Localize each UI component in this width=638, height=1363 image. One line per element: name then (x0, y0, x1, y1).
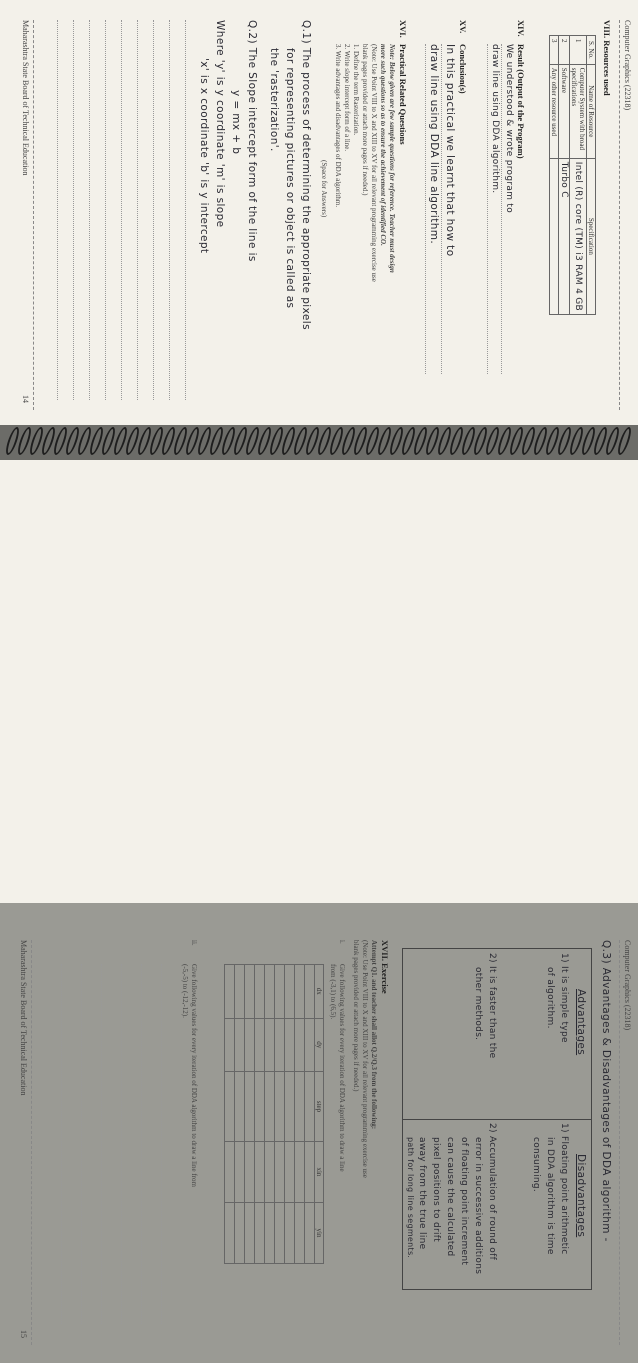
handwritten-line: We understood & wrote program to (504, 44, 514, 214)
table-header-cell: dx (315, 965, 324, 1019)
table-row (295, 965, 305, 1264)
page-header: Computer Graphics (22318) (623, 940, 632, 1031)
page-footer: Maharashtra State Board of Technical Education (21, 20, 30, 176)
list-item: in DDA algorithm is time (545, 1137, 555, 1255)
list-item: consuming. (531, 1137, 541, 1193)
answer-rule (101, 964, 102, 1324)
page-number: 15 (19, 1330, 28, 1338)
table-row (285, 965, 295, 1264)
section-label: XIV. (516, 20, 526, 37)
page-14-content (0, 0, 638, 425)
column-header: Advantages (575, 989, 587, 1056)
answer-rule (105, 20, 106, 400)
table-cell: 2 (559, 36, 570, 65)
table-header-cell: Name of Resource (587, 64, 596, 158)
table-cell: Turbo C (559, 158, 570, 314)
table-header-cell: xin (315, 1141, 324, 1202)
exercise-question: Give following values for every iteration of DDA algorithm to draw a line from (190, 964, 198, 1187)
page-15-content (0, 920, 638, 1363)
page-header: Computer Graphics (22318) (623, 20, 632, 111)
page-footer: Maharashtra State Board of Technical Education (19, 940, 28, 1096)
exercise-label: i. (338, 940, 346, 944)
list-item: away from the true line (417, 1137, 427, 1250)
answer-rule (121, 964, 122, 1324)
page-14 (0, 0, 638, 425)
handwritten-answer: Where 'y' is y coordinate 'm' is slope (214, 20, 226, 228)
exercise-label: ii. (190, 940, 198, 946)
handwritten-line: In this practical we learnt that how to (444, 44, 456, 257)
exercise-instruction: (Note: Use Point VIII to X and XIII to XV for all relevant programming exercise use (361, 940, 369, 1178)
answer-rule (137, 20, 138, 400)
exercise-instruction: Attempt Q1. and teacher shall allot Q.2/Q.3 from the following: (370, 940, 378, 1130)
handwritten-answer: for representing pictures or object is called as (284, 48, 296, 309)
handwritten-answer: the 'rasterization'. (268, 48, 280, 152)
handwritten-heading: Q.3) Advantages & Disadvantages of DDA algorithm - (600, 940, 612, 1242)
table-row (559, 36, 570, 315)
section-title: Practical Related Questions (398, 44, 408, 145)
answer-rule (501, 44, 502, 374)
answer-rule (425, 44, 426, 374)
table-cell: 1 (570, 36, 587, 65)
table-header-row (315, 965, 324, 1264)
list-item: 1) Floating point arithmetic (559, 1123, 569, 1255)
header-rule (619, 20, 620, 410)
table-header-row (587, 36, 596, 315)
adv-disadv-box (402, 948, 592, 1290)
table-cell: Any other resource used (550, 64, 559, 158)
note-line: (Note: Use Point VIII to X and XIII to XV for all relevant programming exercise use (370, 44, 378, 282)
table-row (570, 36, 587, 315)
list-item: error in successive additions (473, 1137, 483, 1275)
handwritten-answer: 'x' is x coordinate 'b' is y intercept (198, 58, 210, 254)
iteration-table (224, 964, 324, 1264)
resources-table (549, 35, 596, 315)
table-cell (550, 158, 559, 314)
list-item: can cause the calculated (445, 1137, 455, 1257)
section-label: XV. (458, 20, 468, 34)
header-rule (619, 940, 620, 1345)
list-item: 1) It is simple type (559, 953, 569, 1043)
table-header-cell: Specification (587, 158, 596, 314)
note-line: blank pages provided or attach more pages if needed.) (361, 44, 369, 196)
list-item: 2) It is faster than the (487, 953, 497, 1059)
handwritten-line: draw line using DDA line algorithm. (428, 44, 440, 245)
footer-rule (33, 20, 34, 410)
answer-rule (185, 20, 186, 400)
table-header-cell: yin (315, 1202, 324, 1263)
table-row (255, 965, 265, 1264)
exercise-question: (-5,-5) to (-12,-12). (181, 964, 189, 1018)
list-item: of floating point increment (459, 1137, 469, 1266)
exercise-question: Give following values for every iteration of DDA algorithm to draw a line (338, 964, 346, 1172)
list-item: of algorithm. (545, 967, 555, 1029)
list-item: path for long line segments. (406, 1137, 415, 1259)
section-title: VIII. Resources used (602, 20, 612, 96)
table-header-cell: S. No. (587, 36, 596, 65)
list-item: pixel positions to drift (431, 1137, 441, 1242)
handwritten-answer: Q.1) The process of determining the appropriate pixels (300, 20, 312, 330)
answer-rule (141, 964, 142, 1324)
page-number: 14 (21, 395, 30, 403)
table-row (245, 965, 255, 1264)
table-cell: Intel (R) core (TM) i3 RAM 4 GB (570, 158, 587, 314)
section-title: XVII. Exercise (380, 940, 390, 994)
question-item: 3. Write advantages and disadvantages of DDA algorithm. (334, 44, 342, 208)
answer-rule (169, 20, 170, 400)
question-item: 2. Write slope intercept form of a line. (343, 44, 351, 152)
answer-rule (61, 964, 62, 1324)
column-header: Disadvantages (575, 1154, 587, 1238)
table-header-cell: dy (315, 1018, 324, 1072)
answer-rule (89, 20, 90, 400)
question-item: 1. Define the term Rasterization. (352, 44, 360, 136)
answer-rule (153, 20, 154, 400)
table-row (550, 36, 559, 315)
note-line: more such questions so as to ensure the achievement of identified CO. (379, 44, 387, 246)
answer-rule (81, 964, 82, 1324)
table-row (235, 965, 245, 1264)
spiral-binding (0, 425, 638, 460)
table-header-cell: step (315, 1072, 324, 1142)
table-row (275, 965, 285, 1264)
table-row (305, 965, 315, 1264)
answer-rule (441, 44, 442, 374)
handwritten-line: draw line using DDA algorithm. (490, 44, 500, 194)
list-item: other methods. (473, 967, 483, 1041)
answer-rule (73, 20, 74, 400)
exercise-instruction: blank pages provided or attach more pages if needed.) (352, 940, 360, 1092)
answer-rule (487, 44, 488, 374)
list-item: 2) Accumulation of round off (487, 1123, 497, 1261)
section-label: XVI. (398, 20, 408, 38)
table-cell: Software (559, 64, 570, 158)
table-row (225, 965, 235, 1264)
page-15 (0, 460, 638, 1338)
handwritten-answer: y = mx + b (230, 90, 242, 155)
table-row (265, 965, 275, 1264)
answer-rule (57, 20, 58, 400)
table-cell: 3 (550, 36, 559, 65)
footer-rule (31, 940, 32, 1345)
note-line: Note: Below given are few sample questions for reference. Teacher must design (388, 44, 396, 273)
exercise-question: from (-3,1) to (6,5). (329, 964, 337, 1020)
space-label: (Space for Answers) (320, 160, 328, 218)
handwritten-answer: Q.2) The Slope intercept form of the line is (246, 20, 258, 262)
answer-rule (121, 20, 122, 400)
table-cell: Computer System with broad specifications (570, 64, 587, 158)
section-title: Result (Output of the Program) (516, 44, 526, 159)
answer-rule (161, 964, 162, 1324)
column-divider (403, 1119, 591, 1120)
section-title: Conclusion(s) (458, 44, 468, 94)
